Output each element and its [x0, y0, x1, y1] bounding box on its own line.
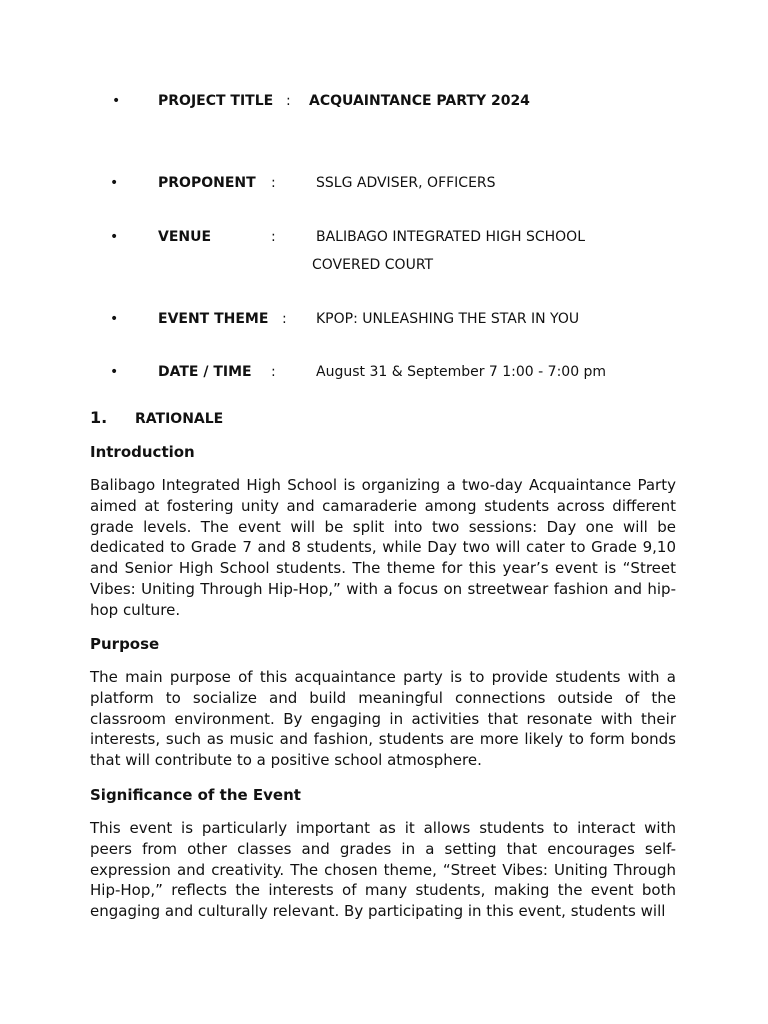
bullet-icon: •: [110, 229, 119, 245]
detail-label: EVENT THEME: [158, 311, 269, 327]
bullet-icon: •: [110, 175, 119, 191]
section-title: RATIONALE: [135, 411, 224, 427]
detail-value-line2: COVERED COURT: [312, 257, 434, 273]
detail-label: VENUE: [158, 229, 212, 245]
detail-value: ACQUAINTANCE PARTY 2024: [309, 93, 530, 109]
introduction-heading: Introduction: [90, 443, 195, 461]
detail-row-venue-continued: [0, 255, 768, 275]
bullet-icon: •: [110, 311, 119, 327]
bullet-icon: •: [112, 93, 121, 109]
bullet-icon: •: [110, 364, 119, 380]
detail-colon: :: [271, 364, 276, 380]
detail-label: DATE / TIME: [158, 364, 252, 380]
detail-row-date-time: [0, 362, 768, 382]
significance-paragraph: This event is particularly important as it allows students to interact with peers from other classes and grades in a setting that encourages self-expression and creativity. The chosen theme, “Street Vibes: Uniting Through Hip-Hop,” reflects the interests of many students, making the event both engaging and culturally relevant. By participating in this event, students will: [90, 819, 676, 921]
detail-value: SSLG ADVISER, OFFICERS: [316, 175, 496, 191]
detail-colon: :: [271, 229, 276, 245]
detail-value: KPOP: UNLEASHING THE STAR IN YOU: [316, 311, 580, 327]
detail-label: PROJECT TITLE: [158, 93, 274, 109]
introduction-paragraph: Balibago Integrated High School is organizing a two-day Acquaintance Party aimed at fostering unity and camaraderie among students across different grade levels. The event will be split into two sessions: Day one will be dedicated to Grade 7 and 8 students, while Day two will cater to Grade 9,10 and Senior High School students. The theme for this year’s event is “Street Vibes: Uniting Through Hip-Hop,” with a focus on streetwear fashion and hip-hop culture.: [90, 476, 676, 619]
purpose-heading: Purpose: [90, 635, 160, 653]
detail-row-proponent: [0, 173, 768, 193]
detail-colon: :: [282, 311, 287, 327]
detail-colon: :: [286, 93, 291, 109]
significance-heading: Significance of the Event: [90, 786, 301, 804]
detail-value: August 31 & September 7 1:00 - 7:00 pm: [316, 364, 607, 380]
detail-row-venue: [0, 227, 768, 247]
detail-row-event-theme: [0, 309, 768, 329]
purpose-paragraph: The main purpose of this acquaintance party is to provide students with a platform to socialize and build meaningful connections outside of the classroom environment. By engaging in activities that resonate with their interests, such as music and fashion, students are more likely to form bonds that will contribute to a positive school atmosphere.: [90, 668, 676, 770]
detail-row-project-title: [0, 91, 768, 111]
detail-colon: :: [271, 175, 276, 191]
detail-value: BALIBAGO INTEGRATED HIGH SCHOOL: [316, 229, 586, 245]
section-number: 1.: [90, 408, 108, 427]
detail-label: PROPONENT: [158, 175, 256, 191]
